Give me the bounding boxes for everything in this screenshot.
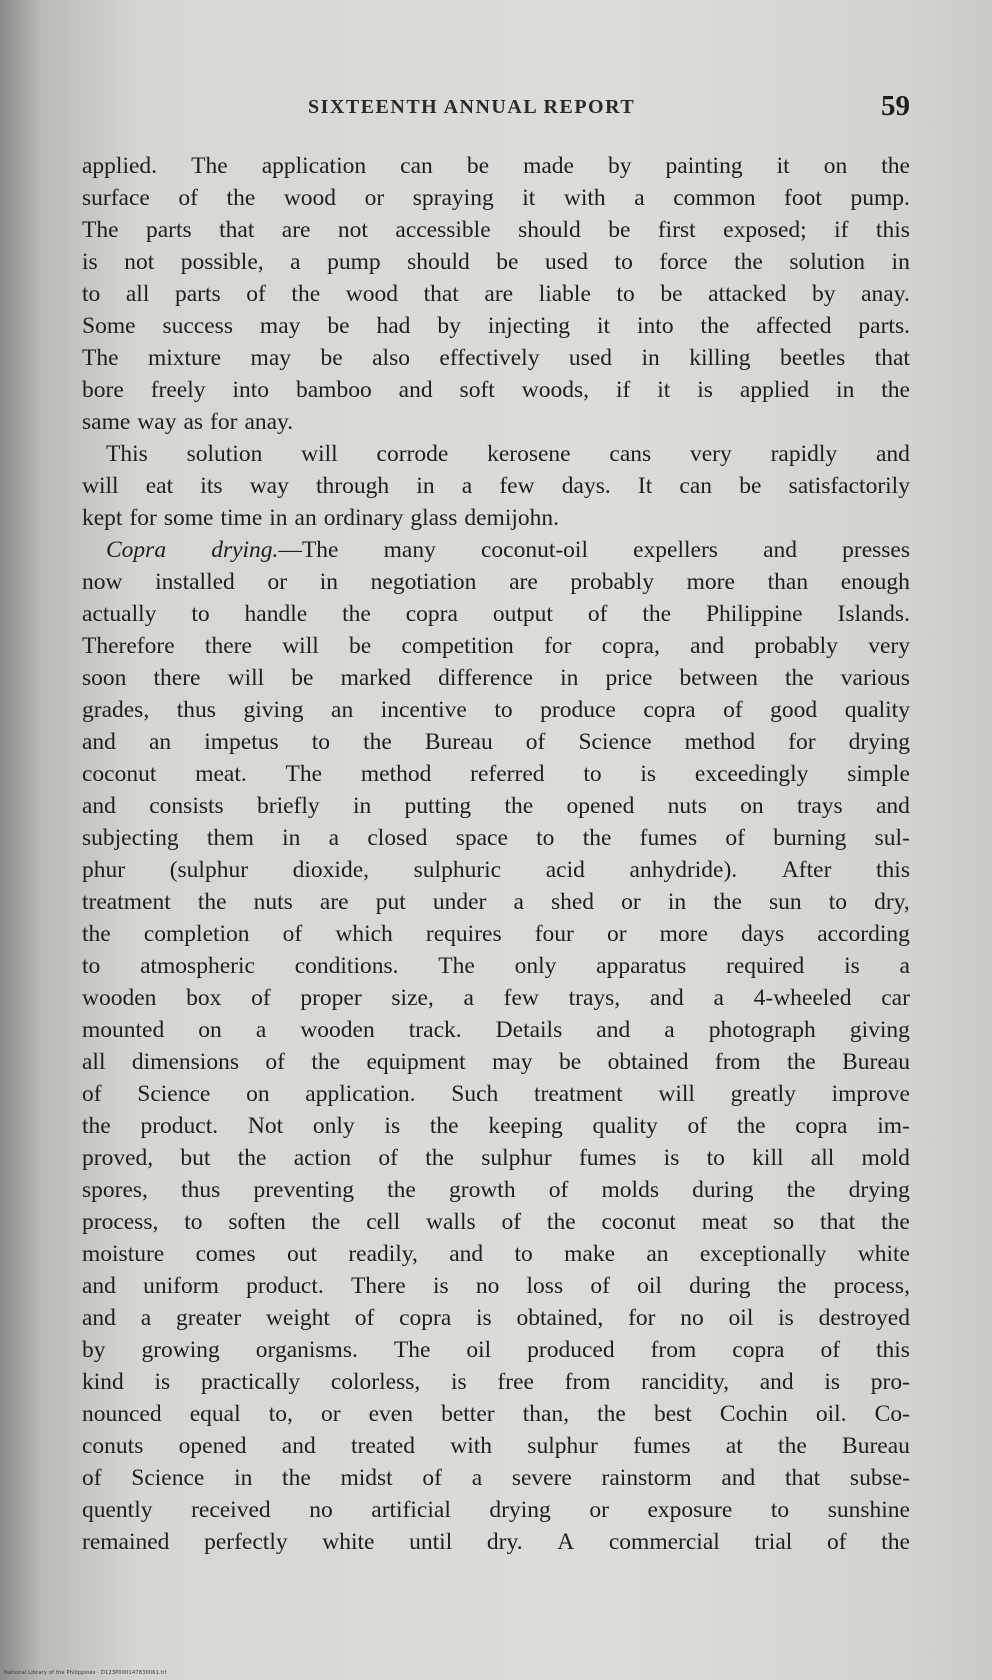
text-line: proved, but the action of the sulphur fumes is to kill all mold [82, 1145, 910, 1171]
text-line: the product. Not only is the keeping quality of the copra im- [82, 1113, 910, 1139]
text-line: phur (sulphur dioxide, sulphuric acid anhydride). After this [82, 857, 910, 883]
text-line: This solution will corrode kerosene cans very rapidly and [106, 441, 910, 467]
text-line: quently received no artificial drying or exposure to sunshine [82, 1497, 910, 1523]
text-line: nounced equal to, or even better than, the best Cochin oil. Co- [82, 1401, 910, 1427]
text-line: and a greater weight of copra is obtained, for no oil is destroyed [82, 1305, 910, 1331]
running-head [82, 90, 912, 130]
text-line: is not possible, a pump should be used to force the solution in [82, 249, 910, 275]
body-text [82, 150, 910, 1558]
scan-footer-note: National Library of the Philippines · D123P000147830061.tif [4, 1670, 167, 1676]
text-line: process, to soften the cell walls of the coconut meat so that the [82, 1209, 910, 1235]
page-number: 59 [881, 90, 910, 122]
text-line: Some success may be had by injecting it into the affected parts. [82, 313, 910, 339]
text-line: will eat its way through in a few days. It can be satisfactorily [82, 473, 910, 499]
text-line: all dimensions of the equipment may be obtained from the Bureau [82, 1049, 910, 1075]
text-line: same way as for anay. [82, 409, 294, 435]
text-line: wooden box of proper size, a few trays, and a 4-wheeled car [82, 985, 910, 1011]
text-line: mounted on a wooden track. Details and a photograph giving [82, 1017, 910, 1043]
text-line: coconut meat. The method referred to is exceedingly simple [82, 761, 910, 787]
text-line: The mixture may be also effectively used in killing beetles that [82, 345, 910, 371]
text-line: now installed or in negotiation are probably more than enough [82, 569, 910, 595]
text-line: the completion of which requires four or more days according [82, 921, 910, 947]
text-line: remained perfectly white until dry. A commercial trial of the [82, 1529, 910, 1555]
text-line: kept for some time in an ordinary glass demijohn. [82, 505, 560, 531]
text-line: subjecting them in a closed space to the fumes of burning sul- [82, 825, 910, 851]
text-line: spores, thus preventing the growth of molds during the drying [82, 1177, 910, 1203]
text-line: grades, thus giving an incentive to produce copra of good quality [82, 697, 910, 723]
text-line: kind is practically colorless, is free from rancidity, and is pro- [82, 1369, 910, 1395]
text-line: by growing organisms. The oil produced from copra of this [82, 1337, 910, 1363]
text-line: and consists briefly in putting the opened nuts on trays and [82, 793, 910, 819]
text-line: to all parts of the wood that are liable to be attacked by anay. [82, 281, 910, 307]
text-line: to atmospheric conditions. The only apparatus required is a [82, 953, 910, 979]
text-line: treatment the nuts are put under a shed or in the sun to dry, [82, 889, 910, 915]
text-line: of Science in the midst of a severe rainstorm and that subse- [82, 1465, 910, 1491]
text-line: bore freely into bamboo and soft woods, if it is applied in the [82, 377, 910, 403]
text-line: applied. The application can be made by painting it on the [82, 153, 910, 179]
text-line: soon there will be marked difference in price between the various [82, 665, 910, 691]
text-line: conuts opened and treated with sulphur fumes at the Bureau [82, 1433, 910, 1459]
text-line: surface of the wood or spraying it with a common foot pump. [82, 185, 910, 211]
text-line: and uniform product. There is no loss of oil during the process, [82, 1273, 910, 1299]
text-line: Therefore there will be competition for copra, and probably very [82, 633, 910, 659]
text-line: actually to handle the copra output of the Philippine Islands. [82, 601, 910, 627]
text-line: The parts that are not accessible should be first exposed; if this [82, 217, 910, 243]
text-line: of Science on application. Such treatment will greatly improve [82, 1081, 910, 1107]
text-line: moisture comes out readily, and to make an exceptionally white [82, 1241, 910, 1267]
running-title: SIXTEENTH ANNUAL REPORT [308, 96, 636, 118]
text-line: and an impetus to the Bureau of Science method for drying [82, 729, 910, 755]
text-line: Copra drying.—The many coconut-oil expellers and presses [106, 537, 910, 563]
